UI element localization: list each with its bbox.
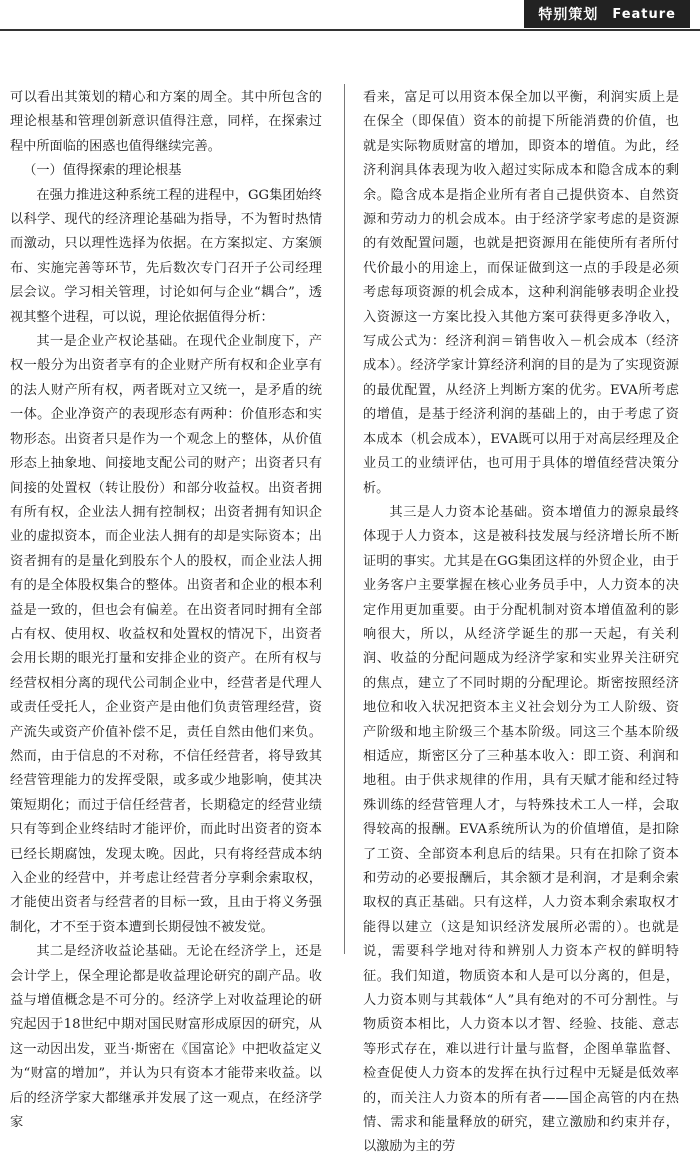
page-header	[0, 0, 700, 30]
paragraph: 看来，富足可以用资本保全加以平衡，利润实质上是在保全（即保值）资本的前提下所能消费的价值，也就是实际物质财富的增加，即资本的增值。为此，经济利润具体表现为收入超过实际成本和隐含成本的剩余。隐含成本是指企业所有者自己提供资本、自然资源和劳动力的机会成本。由于经济学家考虑的是资源的有效配置问题，也就是把资源用在能使所有者所付代价最小的用途上，而保证做到这一点的手段是必须考虑每项资源的机会成本，这种利润能够表明企业投入资源这一方案比投入其他方案可获得更多净收入，写成公式为：经济利润＝销售收入－机会成本（经济成本）。经济学家计算经济利润的目的是为了实现资源的最优配置，从经济上判断方案的优劣。EVA所考虑的增值，是基于经济利润的基础上的，由于考虑了资本成本（机会成本），EVA既可以用于对高层经理及企业员工的业绩评估，也可用于具体的增值经营决策分析。	[363, 90, 679, 496]
paragraph: 其二是经济收益论基础。无论在经济学上，还是会计学上，保全理论都是收益理论研究的副产品。收益与增值概念是不可分的。经济学上对收益理论的研究起因于18世纪中期对国民财富形成原因的研究，从这一动因出发，亚当·斯密在《国富论》中把收益定义为“财富的增加”，并认为只有资本才能带来收益。以后的经济学家大都继承并发展了这一观点，在经济学家	[10, 944, 322, 1131]
section-heading: （一）值得探索的理论根基	[23, 163, 182, 179]
right-column	[363, 86, 679, 1160]
section-label	[524, 0, 690, 28]
left-column	[10, 86, 322, 1135]
paragraph: 在强力推进这种系统工程的进程中，GG集团始终以科学、现代的经济理论基础为指导，不为暂时热情而激动，只以理性选择为依据。在方案拟定、方案颁布、实施完善等环节，先后数次专门召开子公司经理层会议。学习相关管理，讨论如何与企业“耦合”，透视其整个进程，可以说，理论依据值得分析：	[10, 187, 322, 325]
column-divider	[344, 84, 345, 954]
header-rule	[0, 29, 700, 31]
paragraph: 其三是人力资本论基础。资本增值力的源泉最终体现于人力资本，这是被科技发展与经济增长所不断证明的事实。尤其是在GG集团这样的外贸企业，由于业务客户主要掌握在核心业务员手中，人力资本的决定作用更加重要。由于分配机制对资本增值盈利的影响很大，所以，从经济学诞生的那一天起，有关利润、收益的分配问题成为经济学家和实业界关注研究的焦点，建立了不同时期的分配理论。斯密按照经济地位和收入状况把资本主义社会划分为工人阶级、资产阶级和地主阶级三个基本阶级。同这三个基本阶级相适应，斯密区分了三种基本收入：即工资、利润和地租。由于供求规律的作用，具有天赋才能和经过特殊训练的经营管理人才，与特殊技术工人一样，会取得较高的报酬。EVA系统所认为的价值增值，是扣除了工资、全部资本利息后的结果。只有在扣除了资本和劳动的必要报酬后，其余额才是利润，才是剩余索取权的真正基础。只有这样，人力资本剩余索取权才能得以建立（这是知识经济发展所必需的）。也就是说，需要科学地对待和辨别人力资本产权的鲜明特征。我们知道，物质资本和人是可以分离的，但是，人力资本则与其载体“人”具有绝对的不可分割性。与物质资本相比，人力资本以才智、经验、技能、意志等形式存在，难以进行计量与监督，企图单靠监督、检查促使人力资本的发挥在执行过程中无疑是低效率的，而关注人力资本的所有者——国企高管的内在热情、需求和能量释放的研究，建立激励和约束并存，以激励为主的劳	[363, 504, 679, 1155]
paragraph: 可以看出其策划的精心和方案的周全。其中所包含的理论根基和管理创新意识值得注意，同样，在探索过程中所面临的困惑也值得继续完善。	[10, 90, 322, 154]
paragraph: 其一是企业产权论基础。在现代企业制度下，产权一般分为出资者享有的企业财产所有权和企业享有的法人财产所有权，两者既对立又统一，是矛盾的统一体。企业净资产的表现形态有两种：价值形态和实物形态。出资者只是作为一个观念上的整体，从价值形态上抽象地、间接地支配公司的财产；出资者只有间接的处置权（转让股份）和部分收益权。出资者拥有所有权，企业法人拥有控制权；出资者拥有知识企业的虚拟资本，而企业法人拥有的却是实际资本；出资者拥有的是量化到股东个人的股权，而企业法人拥有的是全体股权集合的整体。出资者和企业的根本利益是一致的，但也会有偏差。在出资者同时拥有全部占有权、使用权、收益权和处置权的情况下，出资者会用长期的眼光打量和安排企业的资产。在所有权与经营权相分离的现代公司制企业中，经营者是代理人或责任受托人，企业资产是由他们负责管理经营，资产流失或资产价值补偿不足，责任自然由他们来负。然而，由于信息的不对称，不信任经营者，将导致其经营管理能力的发挥受限，或多或少地影响，使其决策短期化；而过于信任经营者，长期稳定的经营业绩只有等到企业终结时才能评价，而此时出资者的资本已经长期腐蚀，发现太晚。因此，只有将经营成本纳入企业的经营中，并考虑让经营者分享剩余索取权，才能使出资者与经营者的目标一致，且由于将义务强制化，才不至于资本遭到长期侵蚀不被发觉。	[10, 334, 322, 935]
section-title-en: Feature	[612, 6, 676, 22]
section-title-cn: 特别策划	[538, 7, 599, 23]
